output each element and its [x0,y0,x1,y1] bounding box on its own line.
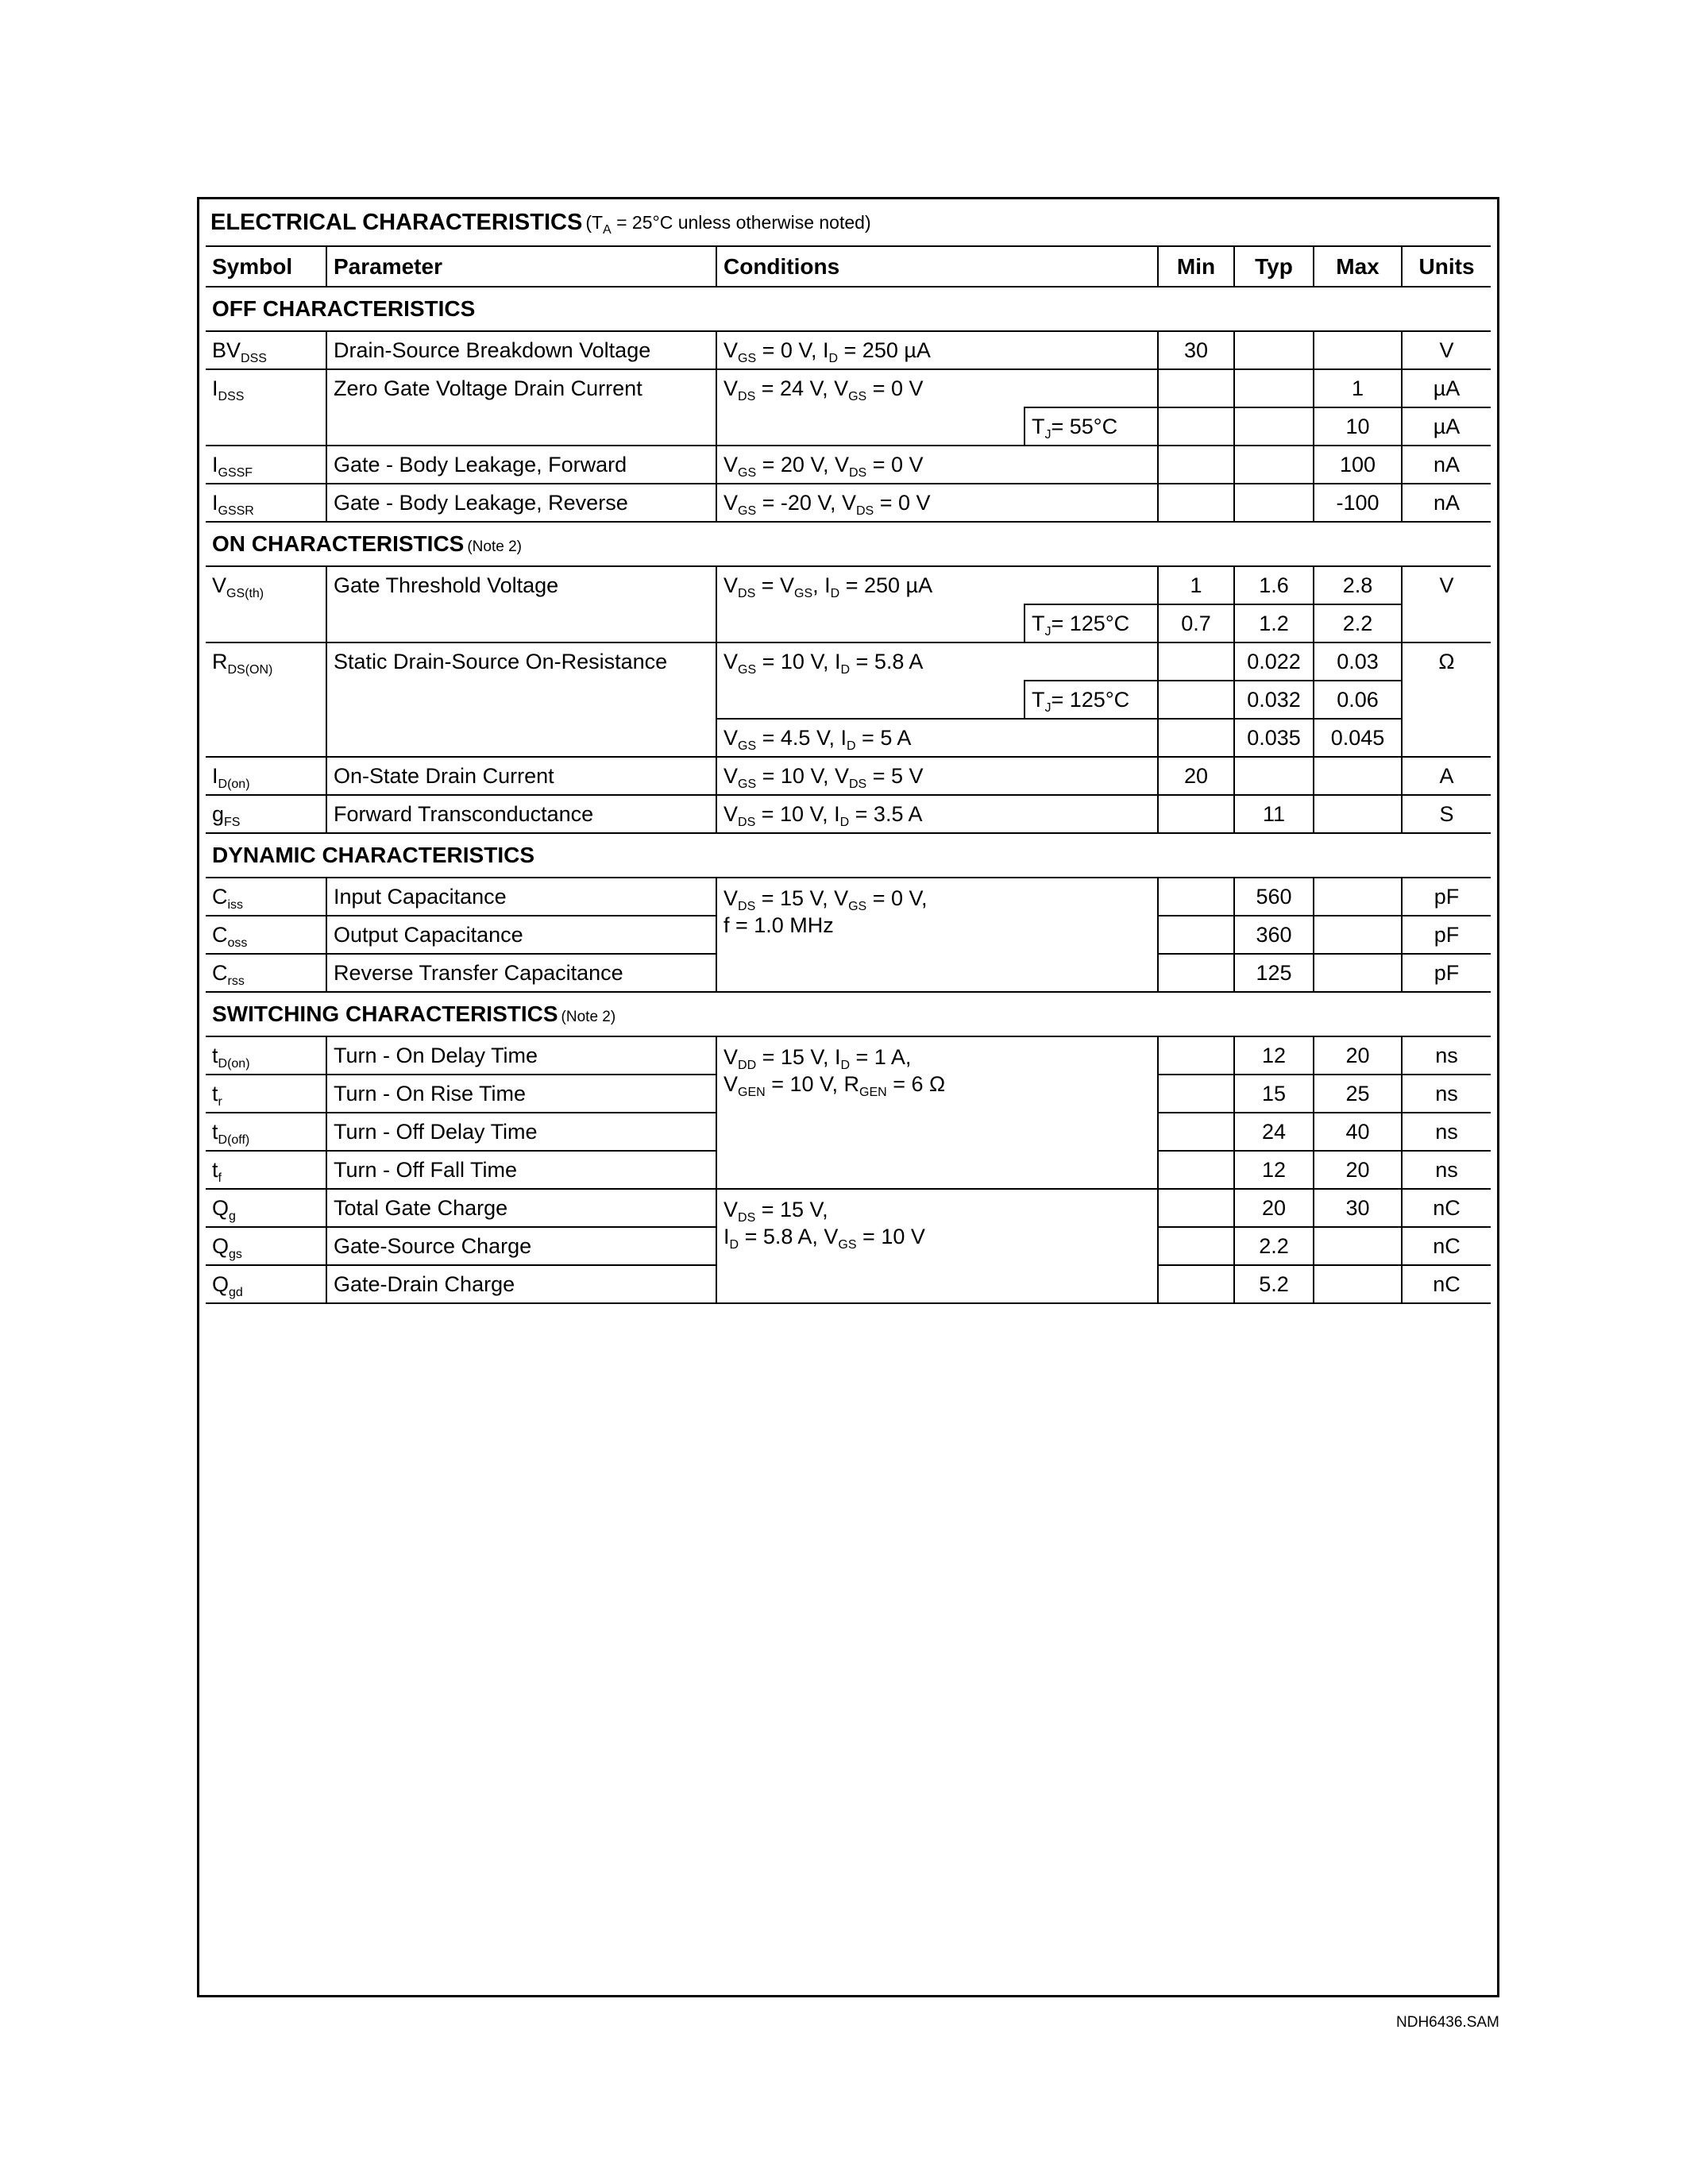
units-cell: V [1402,331,1491,369]
parameter-cell: Drain-Source Breakdown Voltage [326,331,716,369]
col-units: Units [1402,247,1491,287]
typ-cell [1234,757,1314,795]
conditions-blank [716,407,1025,446]
conditions-cell: $V_{GS} = -20$ V, $V_{DS} = 0$ V [716,484,1158,522]
typ-cell: 1.2 [1234,604,1314,642]
table-title-note: ($T_A = 25^\circ C$ unless otherwise noted) [585,211,871,237]
max-cell: 0.03 [1314,642,1402,681]
max-cell: 30 [1314,1189,1402,1227]
min-cell [1158,1113,1234,1151]
max-cell: 25 [1314,1075,1402,1113]
typ-cell: 2.2 [1234,1227,1314,1265]
max-cell: 2.8 [1314,566,1402,604]
typ-cell [1234,446,1314,484]
min-cell [1158,642,1234,681]
min-cell [1158,795,1234,833]
max-cell [1314,954,1402,992]
units-cell: nA [1402,446,1491,484]
symbol-cell: $I_{D(on)}$ [206,757,326,795]
max-cell: 2.2 [1314,604,1402,642]
symbol-cell: $g_{FS}$ [206,795,326,833]
typ-cell: 15 [1234,1075,1314,1113]
conditions-cell: $V_{GS} = 20$ V, $V_{DS} = 0$ V [716,446,1158,484]
datasheet-frame [197,197,1499,1997]
units-cell: A [1402,757,1491,795]
parameter-cell: Gate - Body Leakage, Reverse [326,484,716,522]
typ-cell [1234,369,1314,407]
typ-cell [1234,331,1314,369]
max-cell: 0.06 [1314,681,1402,719]
typ-cell [1234,407,1314,446]
units-cell: µA [1402,369,1491,407]
conditions-blank [716,681,1025,719]
symbol-cell: $C_{iss}$ [206,878,326,916]
max-cell [1314,795,1402,833]
symbol-cell: $Q_g$ [206,1189,326,1227]
typ-cell: 11 [1234,795,1314,833]
parameter-cell: Total Gate Charge [326,1189,716,1227]
min-cell: 0.7 [1158,604,1234,642]
col-symbol: Symbol [206,247,326,287]
units-cell: ns [1402,1036,1491,1075]
units-cell: µA [1402,407,1491,446]
typ-cell: 560 [1234,878,1314,916]
units-cell: V [1402,566,1491,642]
max-cell [1314,1265,1402,1303]
conditions-cell: $V_{GS} = 10$ V, $V_{DS} = 5$ V [716,757,1158,795]
units-cell: ns [1402,1151,1491,1189]
units-cell: nC [1402,1265,1491,1303]
typ-cell: 12 [1234,1151,1314,1189]
typ-cell: 0.032 [1234,681,1314,719]
symbol-cell: $Q_{gd}$ [206,1265,326,1303]
typ-cell: 125 [1234,954,1314,992]
units-cell: ns [1402,1075,1491,1113]
max-cell: -100 [1314,484,1402,522]
symbol-cell: $t_{D(on)}$ [206,1036,326,1075]
units-cell: Ω [1402,642,1491,757]
typ-cell: 24 [1234,1113,1314,1151]
parameter-cell: Output Capacitance [326,916,716,954]
units-cell: nC [1402,1189,1491,1227]
units-cell: S [1402,795,1491,833]
col-parameter: Parameter [326,247,716,287]
table-row [206,878,1491,916]
min-cell [1158,484,1234,522]
table-title-main: ELECTRICAL CHARACTERISTICS [210,209,583,235]
max-cell [1314,757,1402,795]
min-cell [1158,1227,1234,1265]
min-cell [1158,1075,1234,1113]
section-on-label: ON CHARACTERISTICS (Note 2) [206,522,1491,566]
symbol-cell: $V_{GS(th)}$ [206,566,326,642]
col-typ: Typ [1234,247,1314,287]
symbol-cell: $Q_{gs}$ [206,1227,326,1265]
section-switching-label: SWITCHING CHARACTERISTICS (Note 2) [206,992,1491,1036]
table-row [206,484,1491,522]
section-row-dynamic [206,833,1491,878]
min-cell [1158,954,1234,992]
typ-cell: 1.6 [1234,566,1314,604]
min-cell [1158,407,1234,446]
symbol-cell: $C_{oss}$ [206,916,326,954]
parameter-cell: Reverse Transfer Capacitance [326,954,716,992]
conditions-cell: $V_{DS} = 24$ V, $V_{GS} = 0$ V [716,369,1158,407]
min-cell [1158,878,1234,916]
characteristics-grid [206,247,1491,1304]
min-cell [1158,719,1234,757]
conditions-cell: $V_{GS} = 10$ V, $I_D = 5.8$ A [716,642,1158,681]
table-row [206,795,1491,833]
min-cell [1158,446,1234,484]
min-cell [1158,1151,1234,1189]
typ-cell: 360 [1234,916,1314,954]
parameter-cell: Turn - On Delay Time [326,1036,716,1075]
table-row [206,642,1491,681]
column-header-row [206,247,1491,287]
parameter-cell: On-State Drain Current [326,757,716,795]
symbol-cell: $t_{D(off)}$ [206,1113,326,1151]
parameter-cell: Turn - Off Fall Time [326,1151,716,1189]
units-cell: nC [1402,1227,1491,1265]
max-cell [1314,1227,1402,1265]
conditions-blank [716,604,1025,642]
min-cell [1158,916,1234,954]
parameter-cell: Input Capacitance [326,878,716,916]
max-cell [1314,331,1402,369]
table-row [206,566,1491,604]
parameter-cell: Forward Transconductance [326,795,716,833]
section-dynamic-label: DYNAMIC CHARACTERISTICS [206,833,1491,878]
electrical-characteristics-table [206,199,1491,1304]
typ-cell: 20 [1234,1189,1314,1227]
switching-conditions-cell: $V_{DD} = 15$ V, $I_D = 1$ A, $V_{GEN} = 10$ V, $R_{GEN} = 6$ Ω [716,1036,1158,1189]
min-cell [1158,1036,1234,1075]
typ-cell: 0.022 [1234,642,1314,681]
max-cell: 10 [1314,407,1402,446]
units-cell: nA [1402,484,1491,522]
symbol-cell: $I_{GSSF}$ [206,446,326,484]
col-conditions: Conditions [716,247,1158,287]
conditions-cell: $V_{DS} = V_{GS}$, $I_D = 250$ µA [716,566,1158,604]
typ-cell: 12 [1234,1036,1314,1075]
units-cell: pF [1402,916,1491,954]
typ-cell: 0.035 [1234,719,1314,757]
symbol-cell: $t_f$ [206,1151,326,1189]
table-row [206,331,1491,369]
table-title [206,199,1491,247]
min-cell: 20 [1158,757,1234,795]
max-cell [1314,878,1402,916]
document-code: NDH6436.SAM [1396,2014,1499,2031]
parameter-cell: Gate Threshold Voltage [326,566,716,642]
table-row [206,369,1491,407]
units-cell: ns [1402,1113,1491,1151]
section-row-switching [206,992,1491,1036]
parameter-cell: Zero Gate Voltage Drain Current [326,369,716,446]
min-cell: 1 [1158,566,1234,604]
sub-condition-cell: $T_J= 125^\circ C$ [1025,604,1158,642]
symbol-cell: $C_{rss}$ [206,954,326,992]
parameter-cell: Gate-Source Charge [326,1227,716,1265]
symbol-cell: $BV_{DSS}$ [206,331,326,369]
parameter-cell: Static Drain-Source On-Resistance [326,642,716,757]
section-row-on [206,522,1491,566]
col-max: Max [1314,247,1402,287]
symbol-cell: $t_r$ [206,1075,326,1113]
col-min: Min [1158,247,1234,287]
max-cell: 1 [1314,369,1402,407]
sub-condition-cell: $T_J= 55^\circ C$ [1025,407,1158,446]
min-cell: 30 [1158,331,1234,369]
min-cell [1158,369,1234,407]
max-cell: 0.045 [1314,719,1402,757]
table-row [206,1189,1491,1227]
table-row [206,446,1491,484]
min-cell [1158,1265,1234,1303]
max-cell: 40 [1314,1113,1402,1151]
max-cell: 20 [1314,1036,1402,1075]
parameter-cell: Turn - Off Delay Time [326,1113,716,1151]
parameter-cell: Turn - On Rise Time [326,1075,716,1113]
units-cell: pF [1402,878,1491,916]
min-cell [1158,681,1234,719]
parameter-cell: Gate - Body Leakage, Forward [326,446,716,484]
gate-charge-conditions-cell: $V_{DS} = 15$ V, $I_D = 5.8$ A, $V_{GS} = 10$ V [716,1189,1158,1303]
max-cell: 20 [1314,1151,1402,1189]
table-row [206,757,1491,795]
min-cell [1158,1189,1234,1227]
table-row [206,1036,1491,1075]
parameter-cell: Gate-Drain Charge [326,1265,716,1303]
capacitance-conditions-cell: $V_{DS} = 15$ V, $V_{GS} = 0$ V, f = 1.0 MHz [716,878,1158,992]
sub-condition-cell: $T_J= 125^\circ C$ [1025,681,1158,719]
units-cell: pF [1402,954,1491,992]
typ-cell: 5.2 [1234,1265,1314,1303]
conditions-cell: $V_{DS} = 10$ V, $I_D = 3.5$ A [716,795,1158,833]
symbol-cell: $I_{GSSR}$ [206,484,326,522]
symbol-cell: $I_{DSS}$ [206,369,326,446]
max-cell: 100 [1314,446,1402,484]
symbol-cell: $R_{DS(ON)}$ [206,642,326,757]
max-cell [1314,916,1402,954]
section-off-label: OFF CHARACTERISTICS [206,287,1491,331]
conditions-cell: $V_{GS} = 0$ V, $I_D = 250$ µA [716,331,1158,369]
typ-cell [1234,484,1314,522]
conditions-cell: $V_{GS} = 4.5$ V, $I_D = 5$ A [716,719,1158,757]
section-row-off [206,287,1491,331]
